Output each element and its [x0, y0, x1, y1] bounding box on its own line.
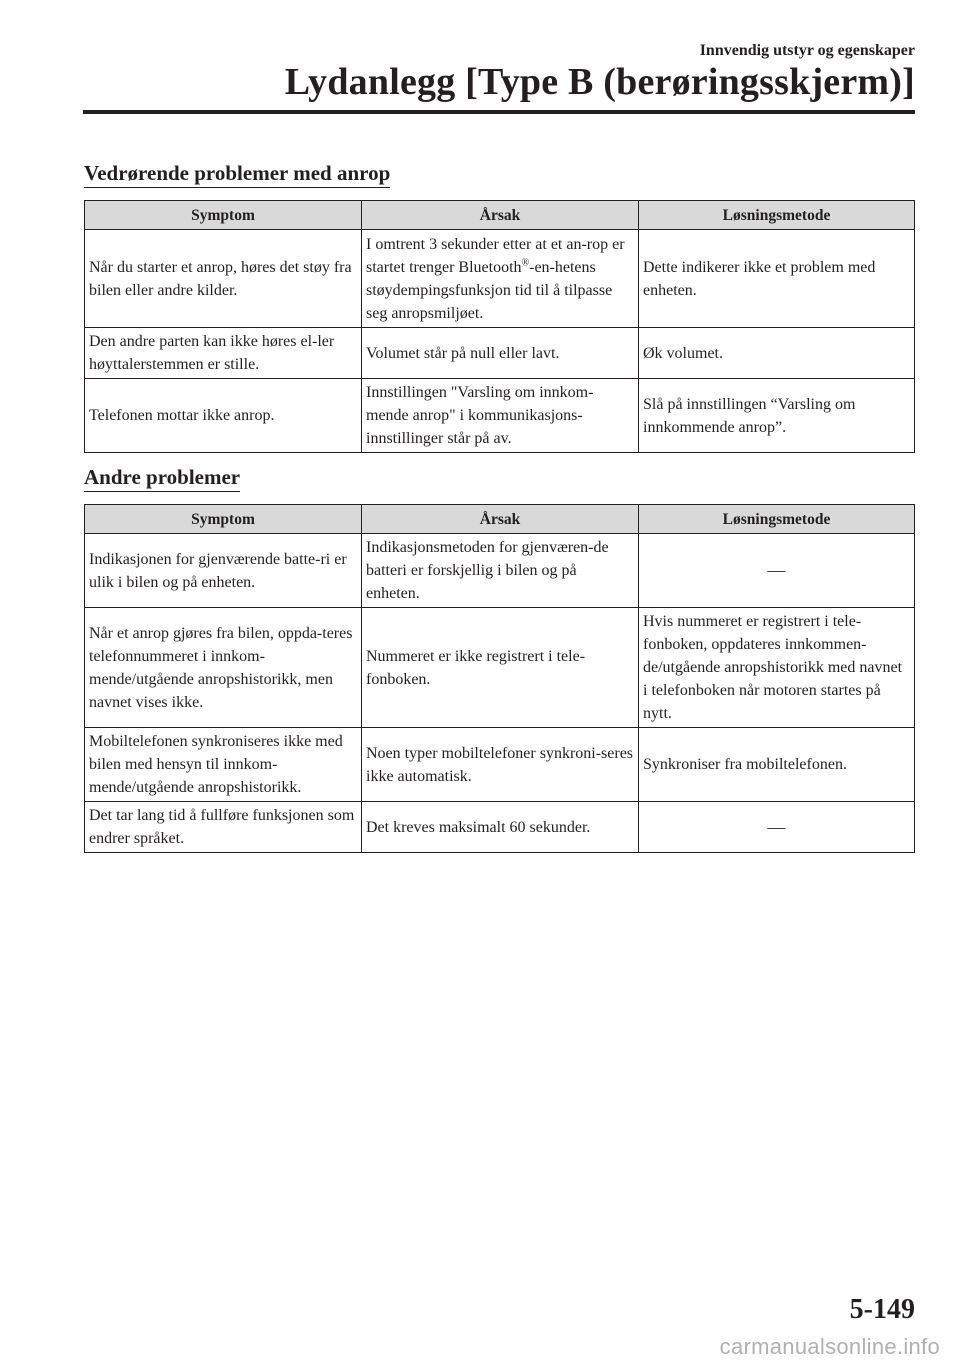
solution-cell: Øk volumet.: [639, 328, 915, 379]
column-header-solution: Løsningsmetode: [639, 505, 915, 534]
column-header-cause: Årsak: [362, 505, 639, 534]
watermark: carmanualsonline.info: [719, 1334, 940, 1359]
solution-cell: —: [639, 534, 915, 608]
section-title-call-problems: Vedrørende problemer med anrop: [84, 161, 390, 188]
call-problems-table: [84, 200, 915, 453]
section-title-other-problems: Andre problemer: [84, 465, 240, 492]
cause-cell: Innstillingen "Varsling om innkom-mende anrop" i kommunikasjons-innstillinger står på av.: [362, 379, 639, 453]
header-divider: [83, 110, 915, 114]
column-header-symptom: Symptom: [85, 201, 362, 230]
registered-mark: ®: [521, 257, 530, 269]
table-row: [85, 534, 915, 608]
cause-cell: Nummeret er ikke registrert i tele-fonboken.: [362, 608, 639, 728]
cause-cell: Volumet står på null eller lavt.: [362, 328, 639, 379]
table-row: [85, 230, 915, 328]
page-title: Lydanlegg [Type B (berøringsskjerm)]: [284, 61, 915, 103]
solution-cell: Synkroniser fra mobiltelefonen.: [639, 728, 915, 802]
symptom-cell: Mobiltelefonen synkroniseres ikke med bilen med hensyn til innkom-mende/utgående anropshistorikk.: [85, 728, 362, 802]
symptom-cell: Når et anrop gjøres fra bilen, oppda-teres telefonnummeret i innkom-mende/utgående anropshistorikk, men navnet vises ikke.: [85, 608, 362, 728]
symptom-cell: Telefonen mottar ikke anrop.: [85, 379, 362, 453]
symptom-cell: Når du starter et anrop, høres det støy fra bilen eller andre kilder.: [85, 230, 362, 328]
cause-cell: Noen typer mobiltelefoner synkroni-seres ikke automatisk.: [362, 728, 639, 802]
symptom-cell: Den andre parten kan ikke høres el-ler høyttalerstemmen er stille.: [85, 328, 362, 379]
column-header-symptom: Symptom: [85, 505, 362, 534]
cause-text: I omtrent 3 sekunder etter at et an-rop er startet trenger Bluetooth: [366, 235, 625, 276]
symptom-cell: Indikasjonen for gjenværende batte-ri er ulik i bilen og på enheten.: [85, 534, 362, 608]
solution-cell: —: [639, 802, 915, 853]
solution-cell: Hvis nummeret er registrert i tele-fonboken, oppdateres innkommen-de/utgående anropshistorikk med navnet i telefonboken når motoren startes på nytt.: [639, 608, 915, 728]
table-header-row: [85, 201, 915, 230]
cause-cell: [362, 230, 639, 328]
cause-cell: Indikasjonsmetoden for gjenværen-de batteri er forskjellig i bilen og på enheten.: [362, 534, 639, 608]
column-header-cause: Årsak: [362, 201, 639, 230]
other-problems-table: [84, 504, 915, 853]
table-row: [85, 608, 915, 728]
table-row: [85, 802, 915, 853]
cause-text-cont: -en-hetens støydempingsfunksjon tid til å tilpasse seg anropsmiljøet.: [366, 258, 613, 322]
chapter-title: Innvendig utstyr og egenskaper: [699, 42, 915, 59]
table-row: [85, 379, 915, 453]
page-number: 5-149: [849, 1294, 915, 1325]
table-row: [85, 328, 915, 379]
symptom-cell: Det tar lang tid å fullføre funksjonen som endrer språket.: [85, 802, 362, 853]
solution-cell: Slå på innstillingen “Varsling om innkommende anrop”.: [639, 379, 915, 453]
column-header-solution: Løsningsmetode: [639, 201, 915, 230]
table-header-row: [85, 505, 915, 534]
cause-cell: Det kreves maksimalt 60 sekunder.: [362, 802, 639, 853]
solution-cell: Dette indikerer ikke et problem med enheten.: [639, 230, 915, 328]
table-row: [85, 728, 915, 802]
